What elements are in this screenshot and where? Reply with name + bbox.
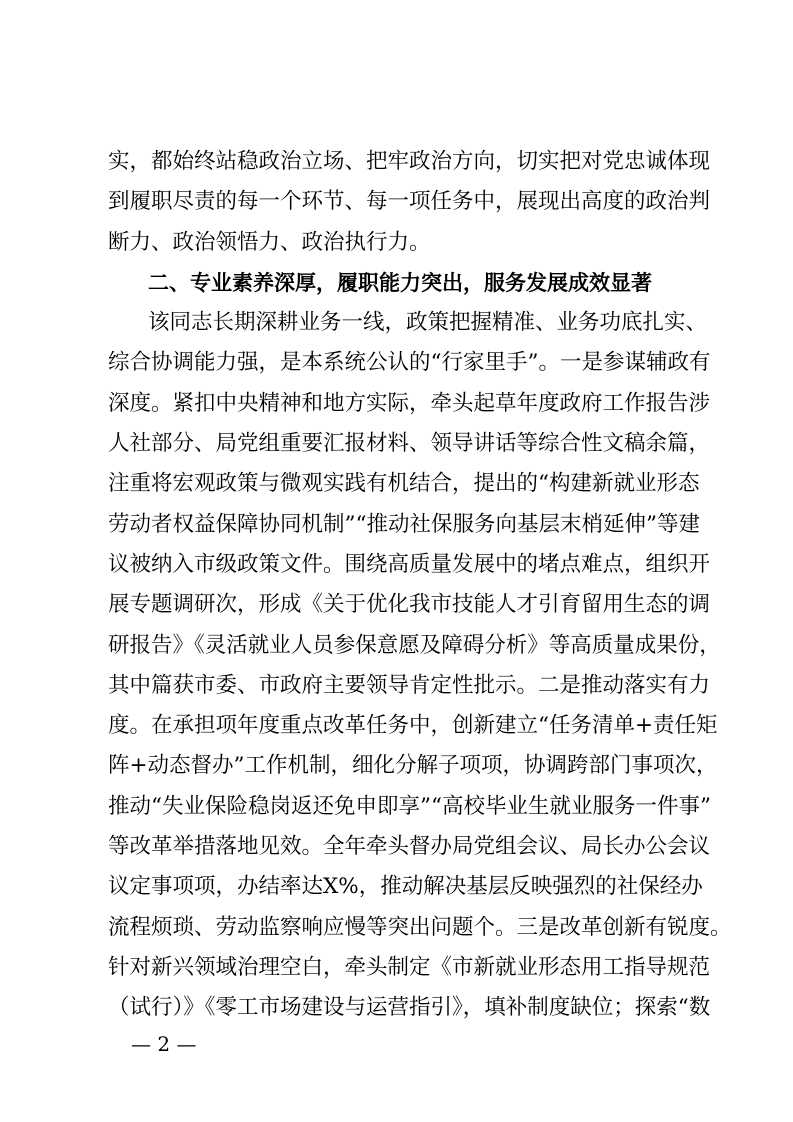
paragraph-line: 深度。紧扣中央精神和地方实际，牵头起草年度政府工作报告涉 [108,390,711,416]
body-text [108,142,732,1029]
paragraph-line: 该同志长期深耕业务一线，政策把握精准、业务功底扎实、 [148,310,708,336]
paragraph-line: （试行）》《零工市场建设与运营指引》，填补制度缺位；探索“数 [108,995,711,1021]
paragraph-line: 展专题调研次，形成《关于优化我市技能人才引育留用生态的调 [108,592,711,618]
paragraph-line: 劳动者权益保障协同机制”“推动社保服务向基层末梢延伸”等建 [108,511,700,537]
paragraph-line: 流程烦琐、劳动监察响应慢等突出问题个。三是改革创新有锐度。 [108,914,732,940]
paragraph-line: 阵+动态督办”工作机制，细化分解子项项，协调跨部门事项次， [108,753,718,779]
paragraph-line: 针对新兴领域治理空白，牵头制定《市新就业形态用工指导规范 [108,954,711,980]
paragraph-line: 实，都始终站稳政治立场、把牢政治方向，切实把对党忠诚体现 [108,149,711,174]
paragraph-line: 研报告》《灵活就业人员参保意愿及障碍分析》等高质量成果份， [108,632,721,658]
paragraph-line: 注重将宏观政策与微观实践有机结合，提出的“构建新就业形态 [108,471,700,497]
page-number: — 2 — [131,1032,197,1056]
paragraph-line: 议定事项项，办结率达X%，推动解决基层反映强烈的社保经办 [108,874,703,900]
paragraph-line: 等改革举措落地见效。全年牵头督办局党组会议、局长办公会议 [108,834,711,860]
paragraph-line: 断力、政治领悟力、政治执行力。 [108,229,431,255]
paragraph-line: 推动“失业保险稳岗返还免申即享”“高校毕业生就业服务一件事” [108,793,711,819]
paragraph-line: 其中篇获市委、市政府主要领导肯定性批示。二是推动落实有力 [108,672,711,698]
paragraph-line: 度。在承担项年度重点改革任务中，创新建立“任务清单+责任矩 [108,713,718,739]
paragraph-line: 人社部分、局党组重要汇报材料、领导讲话等综合性文稿余篇， [108,431,711,457]
section-heading: 二、专业素养深厚，履职能力突出，服务发展成效显著 [148,270,652,295]
paragraph-line: 议被纳入市级政策文件。围绕高质量发展中的堵点难点，组织开 [108,551,711,577]
paragraph-line: 到履职尽责的每一个环节、每一项任务中，展现出高度的政治判 [108,189,711,215]
paragraph-line: 综合协调能力强，是本系统公认的“行家里手”。一是参谋辅政有 [108,350,711,376]
